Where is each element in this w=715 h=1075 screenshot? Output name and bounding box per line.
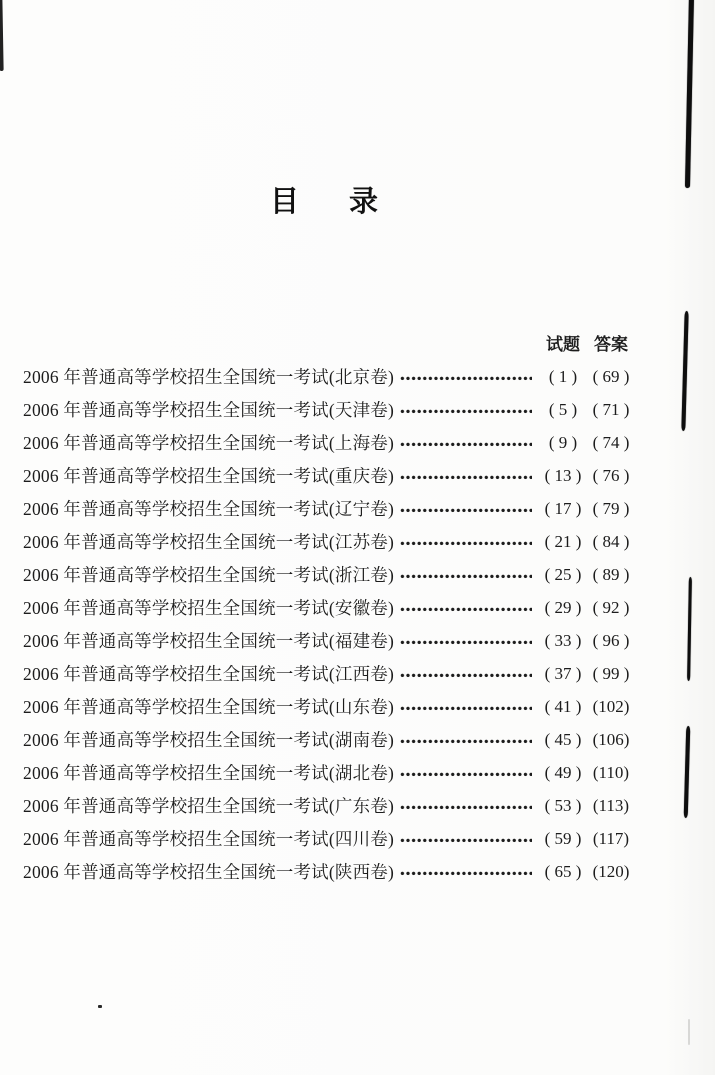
toc-entry-title: 2006 年普通高等学校招生全国统一考试(湖北卷) (23, 763, 395, 783)
toc-entry (23, 723, 635, 756)
page-references (539, 467, 635, 484)
page-references (539, 599, 635, 616)
question-page-number: ( 29 ) (544, 598, 582, 617)
question-page-number: ( 65 ) (544, 862, 582, 881)
toc-entry-title: 2006 年普通高等学校招生全国统一考试(陕西卷) (23, 862, 395, 882)
toc-entry (23, 492, 635, 525)
dot-leader (400, 607, 532, 612)
column-headers (539, 336, 635, 353)
question-page-number: ( 59 ) (544, 829, 582, 848)
question-page-number: ( 9 ) (548, 433, 578, 452)
toc-entry-title: 2006 年普通高等学校招生全国统一考试(山东卷) (23, 697, 395, 717)
scan-artifact (687, 577, 692, 681)
toc-entry-title: 2006 年普通高等学校招生全国统一考试(湖南卷) (23, 730, 395, 750)
toc-entry-title: 2006 年普通高等学校招生全国统一考试(四川卷) (23, 829, 395, 849)
answer-page-number: (110) (592, 763, 630, 782)
toc-entry (23, 426, 635, 459)
dot-leader (400, 805, 532, 810)
answer-page-number: (106) (592, 730, 630, 749)
page-references (539, 368, 635, 385)
toc-entry-title: 2006 年普通高等学校招生全国统一考试(上海卷) (23, 433, 395, 453)
page-references (539, 533, 635, 550)
toc-entry-title: 2006 年普通高等学校招生全国统一考试(广东卷) (23, 796, 395, 816)
dot-leader (400, 772, 532, 777)
answer-page-number: ( 79 ) (592, 499, 630, 518)
answer-page-number: ( 76 ) (592, 466, 630, 485)
toc-entry (23, 360, 635, 393)
question-page-number: ( 41 ) (544, 697, 582, 716)
answer-page-number: (117) (592, 829, 630, 848)
toc-entry (23, 393, 635, 426)
toc-entry-title: 2006 年普通高等学校招生全国统一考试(重庆卷) (23, 466, 395, 486)
scan-artifact (681, 311, 688, 431)
question-page-number: ( 21 ) (544, 532, 582, 551)
scan-artifact (685, 0, 694, 188)
scan-artifact (98, 1005, 102, 1008)
page-references (539, 797, 635, 814)
dot-leader (400, 640, 532, 645)
scan-artifact (684, 726, 691, 818)
answer-page-number: (102) (592, 697, 630, 716)
dot-leader (400, 442, 532, 447)
toc-entry (23, 789, 635, 822)
question-page-number: ( 5 ) (548, 400, 578, 419)
answer-page-number: ( 99 ) (592, 664, 630, 683)
answer-page-number: (120) (592, 862, 630, 881)
toc-entry (23, 756, 635, 789)
toc-entry (23, 657, 635, 690)
dot-leader (400, 541, 532, 546)
dot-leader (400, 376, 532, 381)
question-page-number: ( 17 ) (544, 499, 582, 518)
question-page-number: ( 13 ) (544, 466, 582, 485)
answer-page-number: (113) (592, 796, 630, 815)
answer-column-header: 答案 (594, 335, 628, 354)
question-page-number: ( 49 ) (544, 763, 582, 782)
question-page-number: ( 1 ) (548, 367, 578, 386)
toc-entry (23, 525, 635, 558)
toc-entry (23, 624, 635, 657)
dot-leader (400, 706, 532, 711)
toc-entry-title: 2006 年普通高等学校招生全国统一考试(天津卷) (23, 400, 395, 420)
toc-entry-title: 2006 年普通高等学校招生全国统一考试(安徽卷) (23, 598, 395, 618)
dot-leader (400, 838, 532, 843)
toc-entry (23, 558, 635, 591)
page-references (539, 863, 635, 880)
page-references (539, 500, 635, 517)
toc-entry-title: 2006 年普通高等学校招生全国统一考试(浙江卷) (23, 565, 395, 585)
toc-entry (23, 855, 635, 888)
answer-page-number: ( 71 ) (592, 400, 630, 419)
page-references (539, 665, 635, 682)
dot-leader (400, 574, 532, 579)
page-references (539, 731, 635, 748)
answer-page-number: ( 69 ) (592, 367, 630, 386)
toc-list (23, 360, 635, 888)
page-references (539, 698, 635, 715)
toc-entry (23, 591, 635, 624)
question-column-header: 试题 (546, 335, 580, 354)
dot-leader (400, 508, 532, 513)
page-references (539, 830, 635, 847)
dot-leader (400, 739, 532, 744)
question-page-number: ( 25 ) (544, 565, 582, 584)
question-page-number: ( 33 ) (544, 631, 582, 650)
answer-page-number: ( 96 ) (592, 631, 630, 650)
question-page-number: ( 37 ) (544, 664, 582, 683)
scan-artifact (688, 1019, 690, 1045)
page-references (539, 632, 635, 649)
toc-entry-title: 2006 年普通高等学校招生全国统一考试(辽宁卷) (23, 499, 395, 519)
answer-page-number: ( 92 ) (592, 598, 630, 617)
answer-page-number: ( 74 ) (592, 433, 630, 452)
page-references (539, 401, 635, 418)
dot-leader (400, 475, 532, 480)
dot-leader (400, 673, 532, 678)
toc-entry-title: 2006 年普通高等学校招生全国统一考试(北京卷) (23, 367, 395, 387)
page-references (539, 566, 635, 583)
toc-entry (23, 822, 635, 855)
answer-page-number: ( 89 ) (592, 565, 630, 584)
scan-artifact (0, 0, 4, 71)
toc-entry-title: 2006 年普通高等学校招生全国统一考试(江西卷) (23, 664, 395, 684)
dot-leader (400, 409, 532, 414)
toc-entry (23, 690, 635, 723)
page-references (539, 434, 635, 451)
answer-page-number: ( 84 ) (592, 532, 630, 551)
page-title: 目 录 (270, 186, 380, 218)
toc-entry-title: 2006 年普通高等学校招生全国统一考试(江苏卷) (23, 532, 395, 552)
dot-leader (400, 871, 532, 876)
toc-entry (23, 459, 635, 492)
question-page-number: ( 45 ) (544, 730, 582, 749)
toc-entry-title: 2006 年普通高等学校招生全国统一考试(福建卷) (23, 631, 395, 651)
page-references (539, 764, 635, 781)
question-page-number: ( 53 ) (544, 796, 582, 815)
